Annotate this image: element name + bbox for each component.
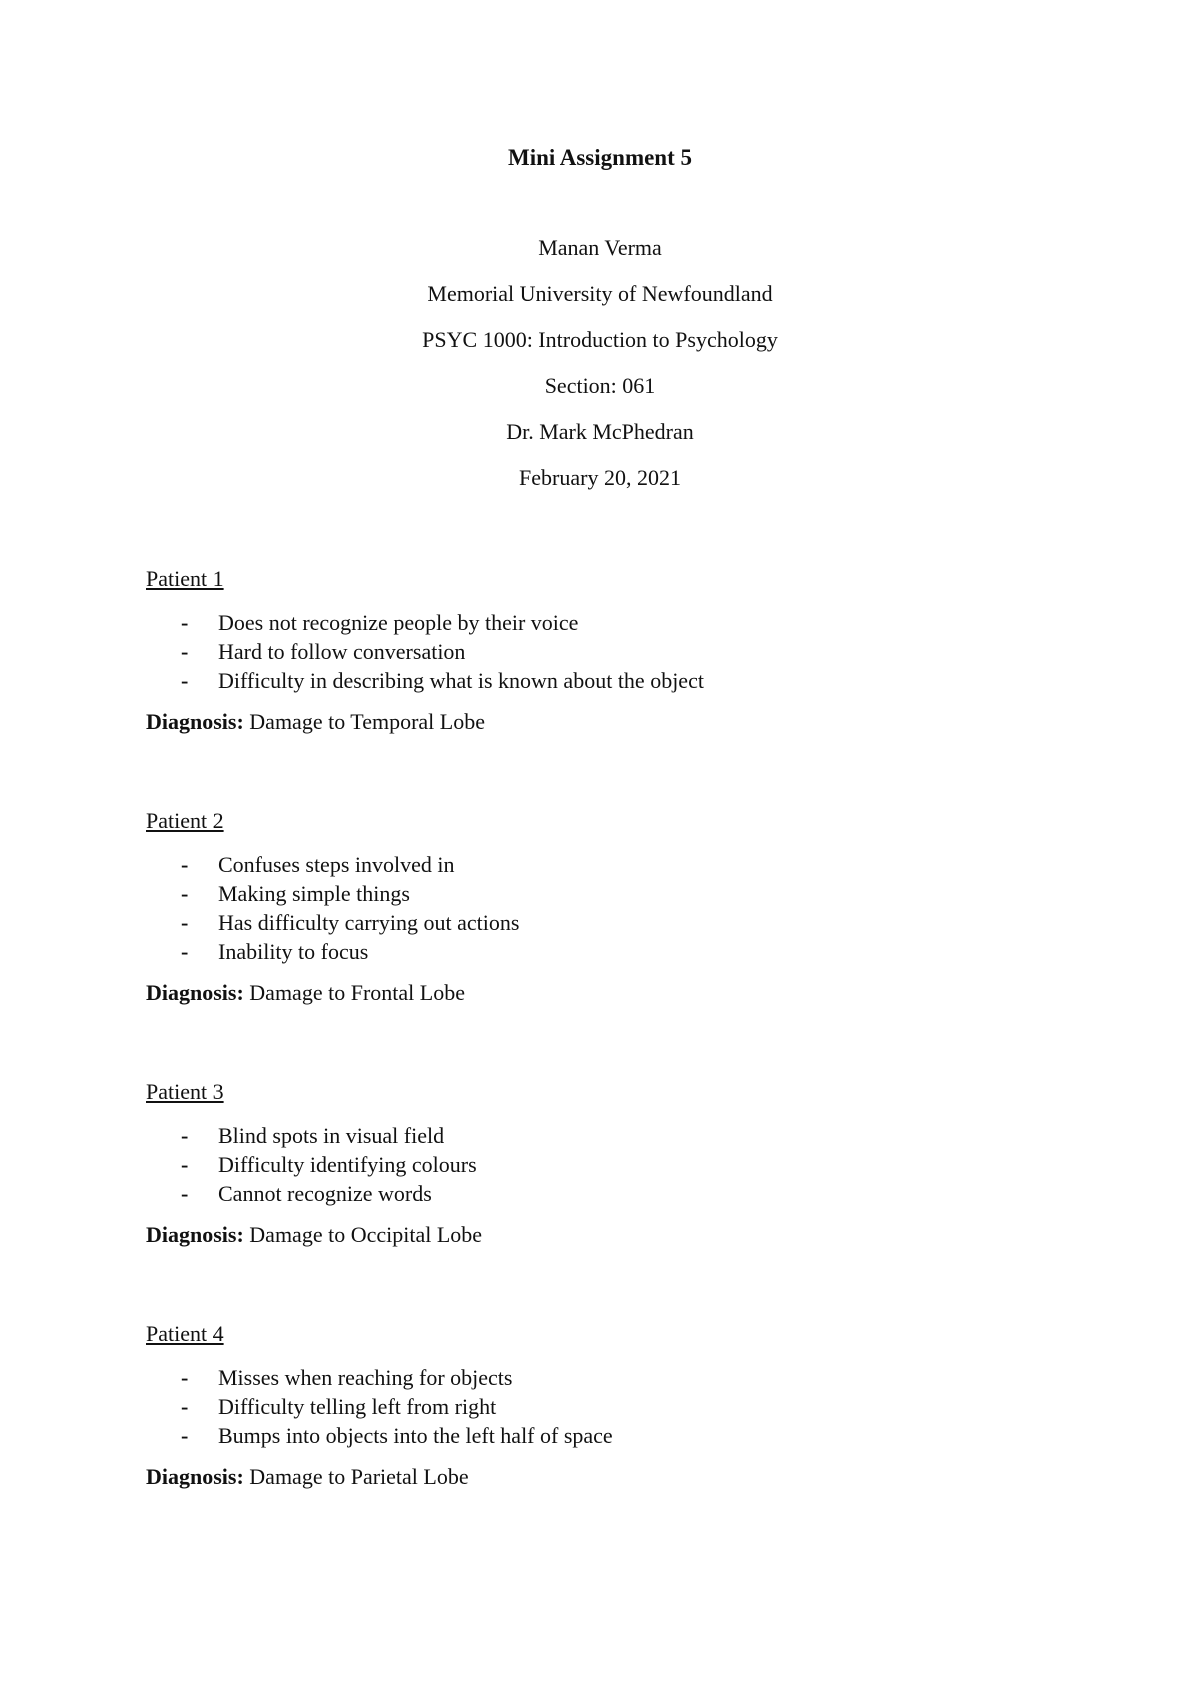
symptom-text: Bumps into objects into the left half of space: [218, 1423, 613, 1448]
bullet-dash: -: [181, 610, 189, 635]
symptom-item: [146, 908, 1106, 937]
section-number: Section: 061: [544, 373, 656, 398]
diagnosis-text: Damage to Occipital Lobe: [249, 1222, 483, 1247]
bullet-dash: -: [181, 1152, 189, 1177]
symptom-item: [146, 666, 1106, 695]
symptom-text: Cannot recognize words: [218, 1181, 432, 1206]
document-date: February 20, 2021: [519, 465, 681, 490]
symptom-item: [146, 937, 1106, 966]
document-title: Mini Assignment 5: [507, 145, 693, 170]
diagnosis-label: Diagnosis:: [146, 709, 244, 734]
instructor-name: Dr. Mark McPhedran: [506, 419, 694, 444]
bullet-dash: -: [181, 881, 189, 906]
patient-heading: Patient 1: [146, 566, 224, 591]
diagnosis-text: Damage to Temporal Lobe: [249, 709, 485, 734]
symptom-text: Difficulty telling left from right: [218, 1394, 497, 1419]
diagnosis-line: [146, 707, 1106, 737]
bullet-dash: -: [181, 1423, 189, 1448]
diagnosis-label: Diagnosis:: [146, 1464, 244, 1489]
symptom-text: Difficulty in describing what is known about the object: [218, 668, 704, 693]
bullet-dash: -: [181, 639, 189, 664]
diagnosis-text: Damage to Frontal Lobe: [249, 980, 465, 1005]
symptom-item: [146, 637, 1106, 666]
patient-section-2: [146, 807, 1106, 1008]
institution-name: Memorial University of Newfoundland: [427, 281, 773, 306]
patient-section-1: [146, 565, 1106, 737]
patient-heading: Patient 2: [146, 808, 224, 833]
symptom-list: [146, 1363, 1106, 1450]
diagnosis-label: Diagnosis:: [146, 1222, 244, 1247]
patient-heading: Patient 4: [146, 1321, 224, 1346]
bullet-dash: -: [181, 852, 189, 877]
symptom-text: Hard to follow conversation: [218, 639, 466, 664]
diagnosis-text: Damage to Parietal Lobe: [249, 1464, 469, 1489]
patient-section-4: [146, 1320, 1106, 1492]
bullet-dash: -: [181, 668, 189, 693]
symptom-text: Has difficulty carrying out actions: [218, 910, 520, 935]
symptom-text: Confuses steps involved in: [218, 852, 455, 877]
symptom-text: Inability to focus: [218, 939, 369, 964]
symptom-text: Making simple things: [218, 881, 410, 906]
symptom-list: [146, 608, 1106, 695]
bullet-dash: -: [181, 910, 189, 935]
diagnosis-line: [146, 1220, 1106, 1250]
symptom-item: [146, 1392, 1106, 1421]
symptom-text: Difficulty identifying colours: [218, 1152, 477, 1177]
bullet-dash: -: [181, 1394, 189, 1419]
bullet-dash: -: [181, 1181, 189, 1206]
course-name: PSYC 1000: Introduction to Psychology: [422, 327, 778, 352]
symptom-item: [146, 1363, 1106, 1392]
diagnosis-line: [146, 1462, 1106, 1492]
author-name: Manan Verma: [538, 235, 662, 260]
title-block: [0, 143, 1200, 509]
symptom-list: [146, 850, 1106, 966]
symptom-item: [146, 1179, 1106, 1208]
bullet-dash: -: [181, 939, 189, 964]
patient-heading: Patient 3: [146, 1079, 224, 1104]
symptom-item: [146, 1421, 1106, 1450]
bullet-dash: -: [181, 1365, 189, 1390]
author-info: [0, 233, 1200, 509]
symptom-text: Does not recognize people by their voice: [218, 610, 579, 635]
symptom-text: Blind spots in visual field: [218, 1123, 445, 1148]
symptom-item: [146, 1121, 1106, 1150]
symptom-list: [146, 1121, 1106, 1208]
diagnosis-line: [146, 978, 1106, 1008]
symptom-item: [146, 850, 1106, 879]
symptom-text: Misses when reaching for objects: [218, 1365, 513, 1390]
diagnosis-label: Diagnosis:: [146, 980, 244, 1005]
symptom-item: [146, 608, 1106, 637]
symptom-item: [146, 879, 1106, 908]
patient-section-3: [146, 1078, 1106, 1250]
symptom-item: [146, 1150, 1106, 1179]
bullet-dash: -: [181, 1123, 189, 1148]
